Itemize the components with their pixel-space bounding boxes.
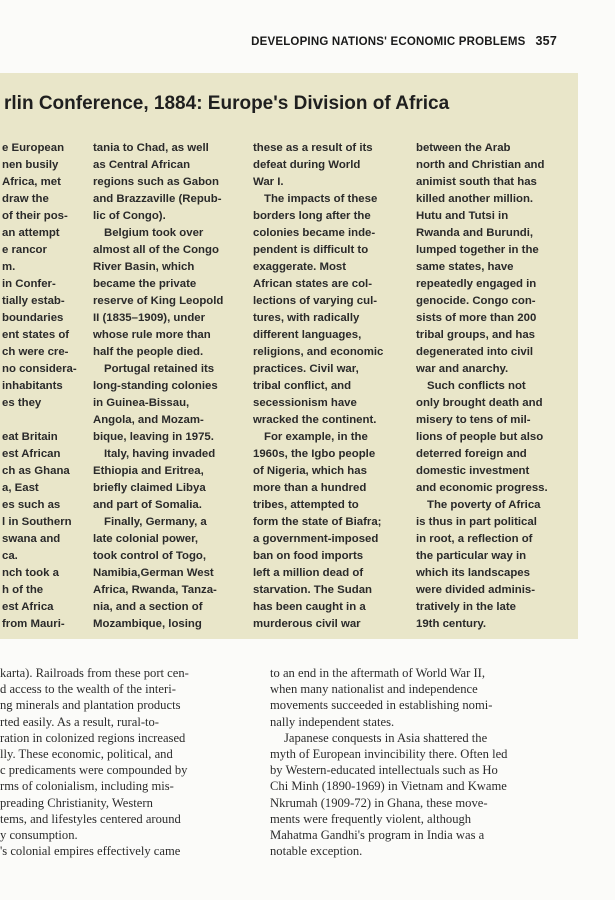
text-line: half the people died.	[93, 346, 204, 358]
text-line: to an end in the aftermath of World War II,	[270, 666, 486, 680]
text-line: lic of Congo).	[93, 210, 166, 222]
text-line: y consumption.	[0, 828, 78, 843]
text-line: karta). Railroads from these port cen-	[0, 666, 189, 680]
text-line: took control of Togo,	[93, 550, 207, 562]
text-line: in Confer-	[2, 278, 56, 290]
text-line: est African	[2, 448, 61, 460]
body-column-1	[0, 665, 262, 859]
text-line: tribal groups, and has	[416, 329, 535, 341]
text-line: more than a hundred	[253, 482, 367, 494]
text-line: Angola, and Mozam-	[93, 414, 204, 426]
text-line: es such as	[2, 499, 61, 511]
text-line: only brought death and	[416, 397, 543, 409]
text-line: ments were frequently violent, although	[270, 811, 472, 826]
text-line: is thus in part political	[416, 516, 537, 528]
text-line: no considera-	[2, 363, 77, 375]
text-line: Ethiopia and Eritrea,	[93, 465, 204, 477]
text-line: became the private	[93, 278, 197, 290]
text-line: m.	[2, 261, 16, 273]
text-line: tures, with radically	[253, 312, 360, 324]
text-line: notable exception.	[270, 844, 363, 859]
text-line: sists of more than 200	[416, 312, 537, 324]
text-line: regions such as Gabon	[93, 176, 219, 188]
text-line: nia, and a section of	[93, 601, 203, 613]
text-line: whose rule more than	[93, 329, 211, 341]
text-line: h of the	[2, 584, 44, 596]
text-line: by Western-educated intellectuals such as Ho	[270, 763, 498, 778]
text-line: Such conflicts not	[427, 380, 526, 392]
text-line: preading Christianity, Western	[0, 795, 153, 810]
text-line: nen busily	[2, 159, 59, 171]
text-line: Rwanda and Burundi,	[416, 227, 534, 239]
box-column-4	[416, 140, 571, 633]
text-line: e rancor	[2, 244, 47, 256]
text-line: lly. These economic, political, and	[0, 747, 173, 762]
text-line: 's colonial empires effectively came	[0, 844, 181, 859]
text-line: ch were cre-	[2, 346, 69, 358]
text-line: ban on food imports	[253, 550, 364, 562]
text-line: as Central African	[93, 159, 191, 171]
text-line: Africa, met	[2, 176, 61, 188]
text-line: Nkrumah (1909-72) in Ghana, these move-	[270, 795, 488, 810]
text-line: and Brazzaville (Repub-	[93, 193, 222, 205]
text-line: War I.	[253, 176, 284, 188]
text-line: e European	[2, 142, 65, 154]
text-line: ration in colonized regions increased	[0, 730, 186, 745]
box-column-2	[93, 140, 243, 633]
text-line: nch took a	[2, 567, 59, 579]
text-line: The poverty of Africa	[427, 499, 541, 511]
text-line: late colonial power,	[93, 533, 199, 545]
text-line: an attempt	[2, 227, 60, 239]
text-line: in Guinea-Bissau,	[93, 397, 190, 409]
text-line: 1960s, the Igbo people	[253, 448, 376, 460]
text-line: degenerated into civil	[416, 346, 534, 358]
text-line: Italy, having invaded	[104, 448, 216, 460]
text-line: borders long after the	[253, 210, 371, 222]
text-line	[2, 412, 84, 429]
text-line: were divided adminis-	[416, 584, 536, 596]
text-line: ng minerals and plantation products	[0, 698, 181, 713]
text-line: l in Southern	[2, 516, 72, 528]
text-line: of Nigeria, which has	[253, 465, 367, 477]
text-line: lumped together in the	[416, 244, 539, 256]
text-line: Belgium took over	[104, 227, 204, 239]
text-line: tribes, attempted to	[253, 499, 359, 511]
text-line: pendent is difficult to	[253, 244, 369, 256]
text-line: defeat during World	[253, 159, 361, 171]
text-line: es they	[2, 397, 42, 409]
text-line: a, East	[2, 482, 39, 494]
text-line: exaggerate. Most	[253, 261, 347, 273]
text-line: boundaries	[2, 312, 64, 324]
text-line: movements succeeded in establishing nomi-	[270, 698, 493, 713]
text-line: Namibia,German West	[93, 567, 214, 579]
text-line: which its landscapes	[416, 567, 530, 579]
text-line: and economic progress.	[416, 482, 548, 494]
box-column-1	[2, 140, 84, 633]
text-line: these as a result of its	[253, 142, 373, 154]
text-line: Mozambique, losing	[93, 618, 202, 630]
text-line: est Africa	[2, 601, 54, 613]
text-line: swana and	[2, 533, 61, 545]
text-line: religions, and economic	[253, 346, 384, 358]
text-line: domestic investment	[416, 465, 530, 477]
text-line: long-standing colonies	[93, 380, 218, 392]
text-line: Chi Minh (1890-1969) in Vietnam and Kwame	[270, 779, 507, 794]
text-line: animist south that has	[416, 176, 537, 188]
text-line: eat Britain	[2, 431, 58, 443]
text-line: colonies became inde-	[253, 227, 376, 239]
text-line: a government-imposed	[253, 533, 379, 545]
text-line: myth of European invincibility there. Often led	[270, 747, 508, 762]
text-line: deterred foreign and	[416, 448, 527, 460]
page-number: 357	[535, 34, 557, 48]
text-line: tially estab-	[2, 295, 65, 307]
text-line: tratively in the late	[416, 601, 517, 613]
text-line: II (1835–1909), under	[93, 312, 206, 324]
text-line: bique, leaving in 1975.	[93, 431, 214, 443]
text-line: c predicaments were compounded by	[0, 763, 188, 778]
text-line: the particular way in	[416, 550, 527, 562]
text-line: nally independent states.	[270, 714, 395, 729]
text-line: Mahatma Gandhi's program in India was a	[270, 828, 485, 843]
running-head-title: DEVELOPING NATIONS' ECONOMIC PROBLEMS	[251, 36, 526, 48]
text-line: repeatedly engaged in	[416, 278, 537, 290]
text-line: in root, a reflection of	[416, 533, 533, 545]
text-line: secessionism have	[253, 397, 357, 409]
text-line: African states are col-	[253, 278, 373, 290]
text-line: north and Christian and	[416, 159, 545, 171]
text-line: Hutu and Tutsi in	[416, 210, 509, 222]
text-line: starvation. The Sudan	[253, 584, 372, 596]
text-line: reserve of King Leopold	[93, 295, 224, 307]
text-line: ent states of	[2, 329, 70, 341]
text-line: Portugal retained its	[104, 363, 215, 375]
text-line: rms of colonialism, including mis-	[0, 779, 174, 794]
text-line: ca.	[2, 550, 18, 562]
text-line: For example, in the	[264, 431, 368, 443]
running-head	[251, 34, 557, 48]
text-line: misery to tens of mil-	[416, 414, 531, 426]
text-line: genocide. Congo con-	[416, 295, 536, 307]
text-line: The impacts of these	[264, 193, 378, 205]
text-line: tribal conflict, and	[253, 380, 352, 392]
text-line: tania to Chad, as well	[93, 142, 209, 154]
text-line: draw the	[2, 193, 49, 205]
text-line: from Mauri-	[2, 618, 65, 630]
text-line: killed another million.	[416, 193, 534, 205]
text-line: and part of Somalia.	[93, 499, 202, 511]
box-column-3	[253, 140, 403, 633]
text-line: 19th century.	[416, 618, 487, 630]
body-column-2	[270, 665, 570, 859]
text-line: Japanese conquests in Asia shattered the	[284, 730, 488, 745]
text-line: wracked the continent.	[253, 414, 377, 426]
text-line: almost all of the Congo	[93, 244, 219, 256]
text-line: ch as Ghana	[2, 465, 70, 477]
text-line: between the Arab	[416, 142, 511, 154]
text-line: Finally, Germany, a	[104, 516, 207, 528]
text-line: has been caught in a	[253, 601, 366, 613]
box-title: rlin Conference, 1884: Europe's Division of Africa	[4, 93, 450, 114]
text-line: lions of people but also	[416, 431, 544, 443]
text-line: d access to the wealth of the interi-	[0, 682, 176, 697]
text-line: when many nationalist and independence	[270, 682, 478, 697]
text-line: murderous civil war	[253, 618, 361, 630]
text-line: different languages,	[253, 329, 362, 341]
text-line: form the state of Biafra;	[253, 516, 382, 528]
text-line: rted easily. As a result, rural-to-	[0, 714, 160, 729]
text-line: same states, have	[416, 261, 514, 273]
text-line: inhabitants	[2, 380, 63, 392]
text-line: River Basin, which	[93, 261, 195, 273]
text-line: tems, and lifestyles centered around	[0, 811, 181, 826]
text-line: lections of varying cul-	[253, 295, 378, 307]
text-line: of their pos-	[2, 210, 68, 222]
text-line: practices. Civil war,	[253, 363, 359, 375]
text-line: left a million dead of	[253, 567, 364, 579]
text-line: war and anarchy.	[416, 363, 509, 375]
text-line: Africa, Rwanda, Tanza-	[93, 584, 217, 596]
text-line: briefly claimed Libya	[93, 482, 206, 494]
